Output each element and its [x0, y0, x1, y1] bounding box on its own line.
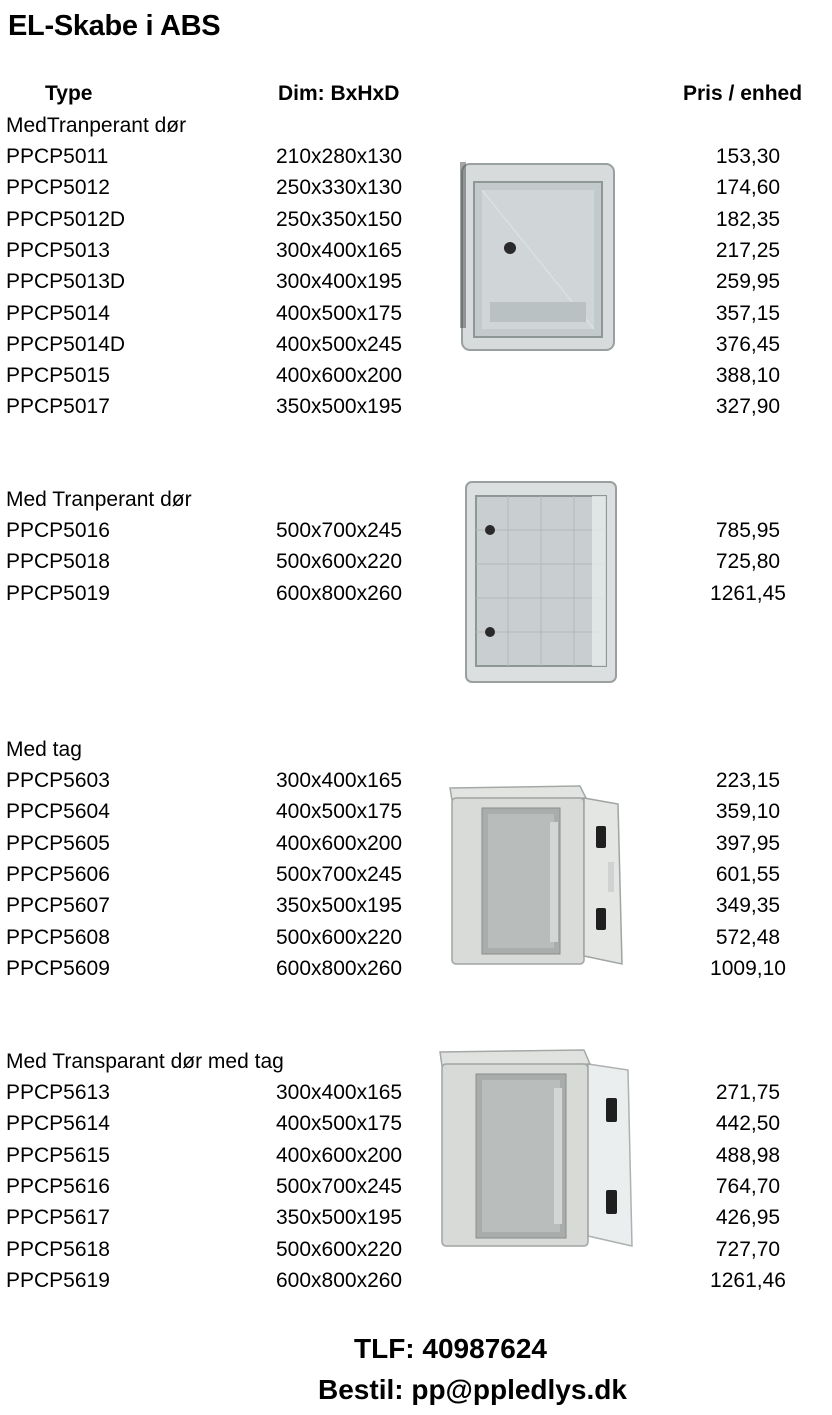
- product-dimensions: 500x600x220: [276, 550, 403, 573]
- product-price: 327,90: [715, 395, 781, 418]
- product-price: 1009,10: [710, 957, 786, 980]
- product-type: PPCP5018: [6, 550, 110, 573]
- product-dimensions: 300x400x165: [276, 769, 403, 792]
- product-price: 271,75: [715, 1081, 781, 1104]
- product-price: 182,35: [715, 208, 781, 231]
- product-row: [0, 519, 832, 550]
- product-row: [0, 1269, 832, 1300]
- product-row: [0, 957, 832, 988]
- product-dimensions: 350x500x195: [276, 894, 403, 917]
- product-price: 359,10: [715, 800, 781, 823]
- product-row: [0, 769, 832, 800]
- product-type: PPCP5019: [6, 582, 110, 605]
- product-price: 764,70: [715, 1175, 781, 1198]
- product-price: 488,98: [715, 1144, 781, 1167]
- product-type: PPCP5606: [6, 863, 110, 886]
- product-type: PPCP5614: [6, 1112, 110, 1135]
- product-type: PPCP5617: [6, 1206, 110, 1229]
- product-dimensions: 400x500x175: [276, 800, 403, 823]
- product-dimensions: 250x330x130: [276, 176, 403, 199]
- product-dimensions: 500x600x220: [276, 926, 403, 949]
- product-row: [0, 1112, 832, 1143]
- product-row: [0, 364, 832, 395]
- transparent-door-cabinet-image: [460, 162, 620, 354]
- product-type: PPCP5604: [6, 800, 110, 823]
- product-type: PPCP5613: [6, 1081, 110, 1104]
- product-dimensions: 250x350x150: [276, 208, 403, 231]
- column-header-type: Type: [45, 82, 93, 105]
- product-type: PPCP5609: [6, 957, 110, 980]
- product-price: 601,55: [715, 863, 781, 886]
- product-price: 357,15: [715, 302, 781, 325]
- footer-phone: TLF: 40987624: [354, 1333, 547, 1364]
- product-row: [0, 145, 832, 176]
- product-price: 426,95: [715, 1206, 781, 1229]
- product-dimensions: 300x400x195: [276, 270, 403, 293]
- product-price: 349,35: [715, 894, 781, 917]
- product-dimensions: 500x700x245: [276, 863, 403, 886]
- product-type: PPCP5015: [6, 364, 110, 387]
- product-row: [0, 208, 832, 239]
- product-dimensions: 500x600x220: [276, 1238, 403, 1261]
- product-row: [0, 239, 832, 270]
- section-title: Med Transparant dør med tag: [6, 1050, 284, 1073]
- product-dimensions: 500x700x245: [276, 519, 403, 542]
- product-dimensions: 350x500x195: [276, 1206, 403, 1229]
- product-type: PPCP5607: [6, 894, 110, 917]
- product-price: 727,70: [715, 1238, 781, 1261]
- product-row: [0, 1238, 832, 1269]
- section-title: MedTranperant dør: [6, 114, 187, 137]
- product-dimensions: 600x800x260: [276, 957, 403, 980]
- product-price: 376,45: [715, 333, 781, 356]
- product-price: 442,50: [715, 1112, 781, 1135]
- product-type: PPCP5012D: [6, 208, 126, 231]
- product-row: [0, 1144, 832, 1175]
- product-price: 388,10: [715, 364, 781, 387]
- product-row: [0, 582, 832, 613]
- product-price: 725,80: [715, 550, 781, 573]
- product-price: 1261,45: [710, 582, 786, 605]
- product-row: [0, 832, 832, 863]
- column-header-price: Pris / enhed: [683, 82, 803, 105]
- product-dimensions: 400x500x245: [276, 333, 403, 356]
- page-title: EL-Skabe i ABS: [8, 10, 221, 42]
- product-row: [0, 302, 832, 333]
- transparent-door-with-roof-cabinet-image: [438, 1048, 634, 1252]
- product-dimensions: 400x600x200: [276, 832, 403, 855]
- product-type: PPCP5011: [6, 145, 109, 168]
- product-type: PPCP5014: [6, 302, 110, 325]
- product-type: PPCP5608: [6, 926, 110, 949]
- product-type: PPCP5016: [6, 519, 110, 542]
- product-dimensions: 600x800x260: [276, 1269, 403, 1292]
- product-dimensions: 400x500x175: [276, 302, 403, 325]
- product-row: [0, 926, 832, 957]
- product-dimensions: 300x400x165: [276, 239, 403, 262]
- product-type: PPCP5603: [6, 769, 110, 792]
- product-row: [0, 894, 832, 925]
- product-price: 217,25: [715, 239, 781, 262]
- product-dimensions: 400x600x200: [276, 364, 403, 387]
- product-row: [0, 333, 832, 364]
- product-price: 572,48: [715, 926, 781, 949]
- product-price: 223,15: [715, 769, 781, 792]
- section-title: Med Tranperant dør: [6, 488, 192, 511]
- product-dimensions: 400x500x175: [276, 1112, 403, 1135]
- footer-order-email[interactable]: Bestil: pp@ppledlys.dk: [318, 1374, 627, 1405]
- product-dimensions: 300x400x165: [276, 1081, 403, 1104]
- product-row: [0, 863, 832, 894]
- product-dimensions: 400x600x200: [276, 1144, 403, 1167]
- product-row: [0, 800, 832, 831]
- product-row: [0, 1081, 832, 1112]
- product-type: PPCP5014D: [6, 333, 126, 356]
- product-price: 1261,46: [710, 1269, 786, 1292]
- product-type: PPCP5013D: [6, 270, 126, 293]
- product-row: [0, 270, 832, 301]
- product-type: PPCP5615: [6, 1144, 110, 1167]
- product-price: 397,95: [715, 832, 781, 855]
- product-row: [0, 1175, 832, 1206]
- product-price: 153,30: [715, 145, 781, 168]
- product-row: [0, 550, 832, 581]
- large-transparent-door-cabinet-image: [464, 480, 620, 686]
- product-price: 174,60: [715, 176, 781, 199]
- product-type: PPCP5013: [6, 239, 110, 262]
- product-price: 259,95: [715, 270, 781, 293]
- product-type: PPCP5618: [6, 1238, 110, 1261]
- product-type: PPCP5605: [6, 832, 110, 855]
- product-row: [0, 1206, 832, 1237]
- product-dimensions: 210x280x130: [276, 145, 403, 168]
- cabinet-with-roof-image: [446, 782, 626, 972]
- product-type: PPCP5017: [6, 395, 110, 418]
- product-dimensions: 500x700x245: [276, 1175, 403, 1198]
- product-price: 785,95: [715, 519, 781, 542]
- column-header-dimensions: Dim: BxHxD: [278, 82, 400, 105]
- product-type: PPCP5619: [6, 1269, 110, 1292]
- section-title: Med tag: [6, 738, 82, 761]
- product-type: PPCP5012: [6, 176, 110, 199]
- product-dimensions: 600x800x260: [276, 582, 403, 605]
- product-type: PPCP5616: [6, 1175, 110, 1198]
- product-row: [0, 395, 832, 426]
- product-row: [0, 176, 832, 207]
- product-dimensions: 350x500x195: [276, 395, 403, 418]
